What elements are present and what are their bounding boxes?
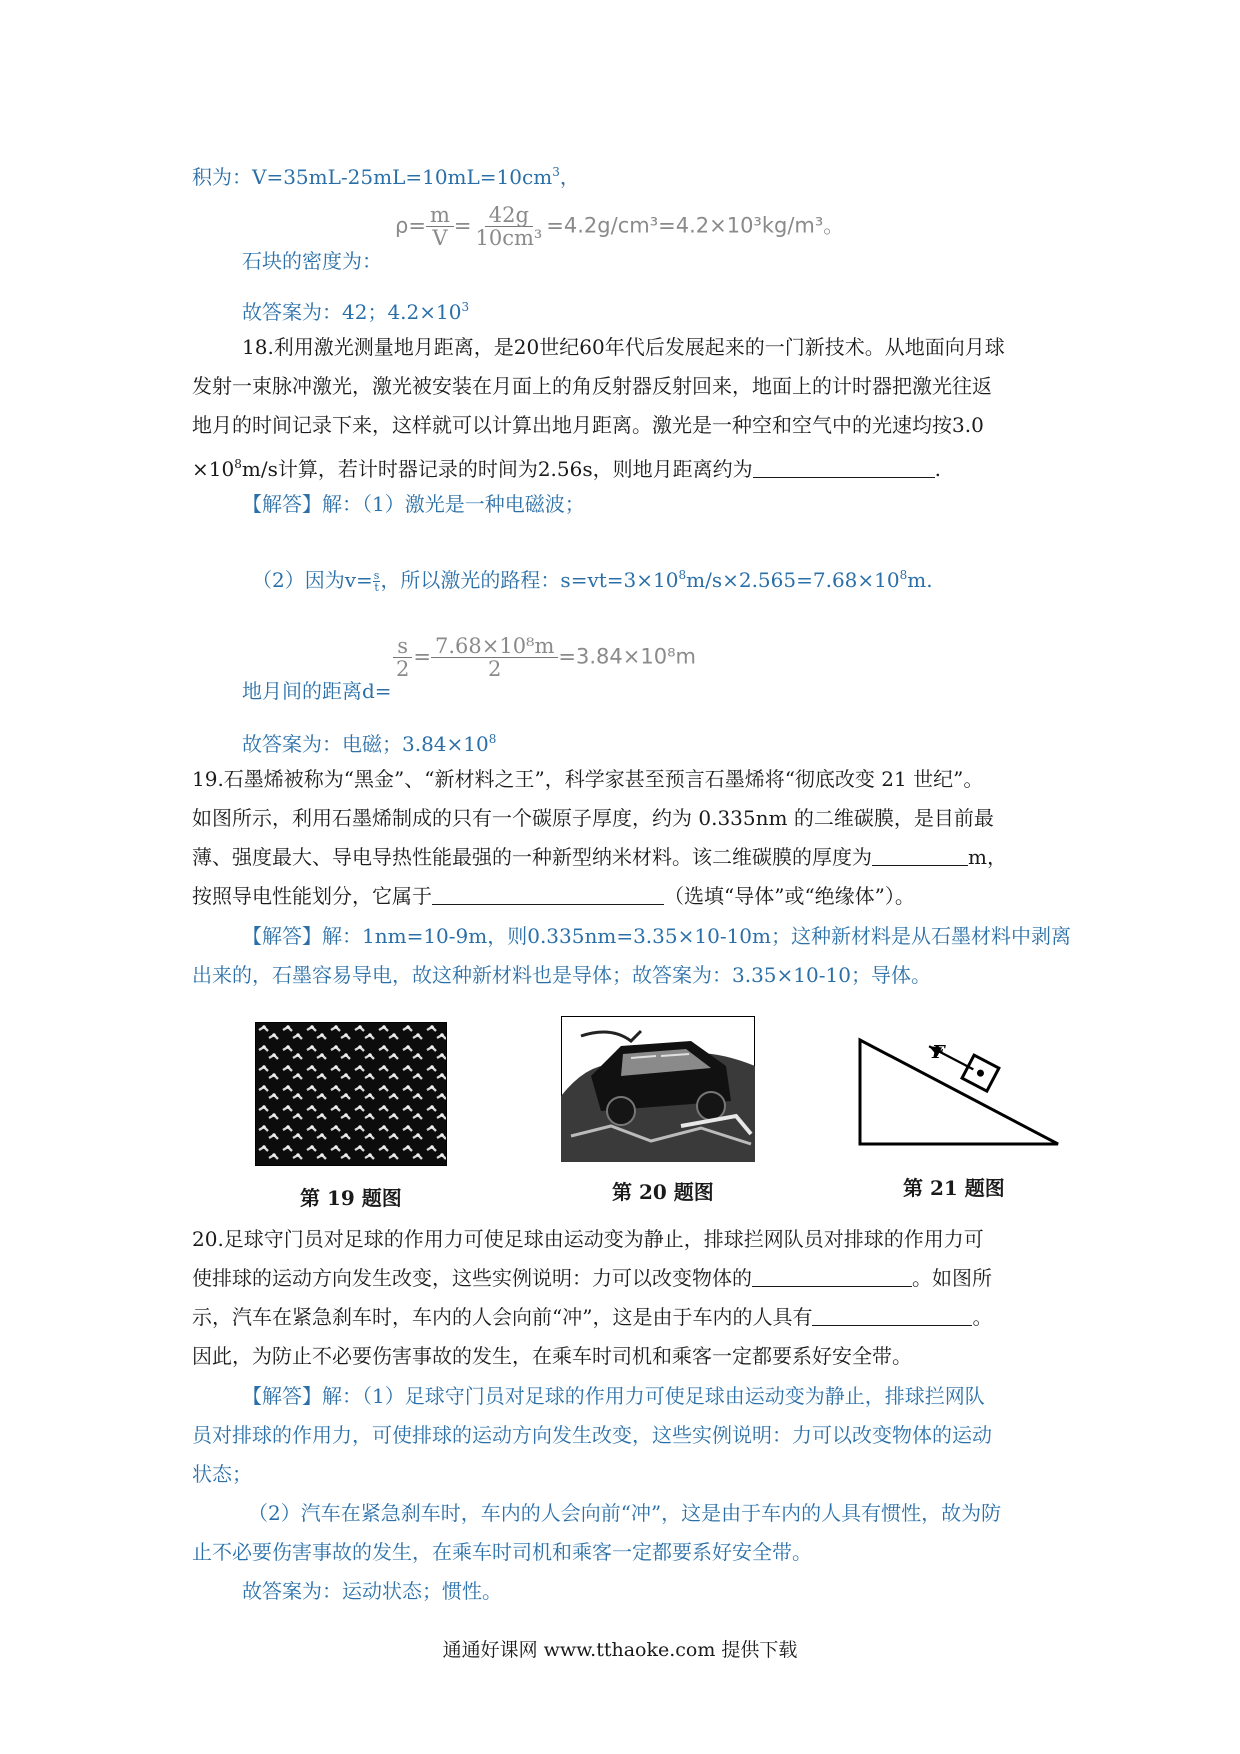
q18-distance-formula: $\frac{s}{2}$ = $\frac{\text{7.68×10⁸m}}{2}$ =3.84×10⁸m xyxy=(392,635,696,680)
incline-diagram xyxy=(850,1030,1068,1154)
q20-motion-blank xyxy=(752,1266,912,1287)
q17-volume-line: 积为：$V=35mL-25mL=10mL=10cm^3$， xyxy=(192,165,580,189)
figure-20-caption: 第 20 题图 xyxy=(612,1180,714,1204)
q18-answer-blank xyxy=(753,457,935,478)
q20-solution-2: 员对排球的作用力，可使排球的运动方向发生改变，这些实例说明：力可以改变物体的运动 xyxy=(192,1423,992,1447)
q19-text-2: 如图所示，利用石墨烯制成的只有一个碳原子厚度，约为 0.335nm 的二维碳膜，是目前最 xyxy=(192,806,994,830)
q18-solution-2: （2）因为v= $\frac{s}{t}$ ，所以激光的路程：$s=vt=3\times 10^8m/s\times 2.565=7.68\times 10^8m$. xyxy=(252,568,933,594)
q20-solution-3: 状态； xyxy=(192,1462,252,1486)
q17-density-label: 石块的密度为： xyxy=(242,249,382,273)
graphene-photo xyxy=(255,1022,447,1166)
q19-text-1: 19.石墨烯被称为“黑金”、“新材料之王”，科学家甚至预言石墨烯将“彻底改变 21 世纪”。 xyxy=(192,767,984,791)
q19-solution-2: 出来的，石墨容易导电，故这种新材料也是导体；故答案为：3.35×10-10；导体。 xyxy=(192,963,931,987)
q19-solution-1: 【解答】解：1nm=10-9m，则0.335nm=3.35×10-10m；这种新材料是从石墨材料中剥离 xyxy=(242,924,1071,948)
q19-text-3: 薄、强度最大、导电导热性能最强的一种新型纳米材料。该二维碳膜的厚度为 m， xyxy=(192,845,1007,869)
q17-answer: 故答案为：42；$4.2\times 10^3$ xyxy=(242,300,470,324)
q20-text-4: 因此，为防止不必要伤害事故的发生，在乘车时司机和乘客一定都要系好安全带。 xyxy=(192,1344,912,1368)
q18-text-2: 发射一束脉冲激光，激光被安装在月面上的角反射器反射回来，地面上的计时器把激光往返 xyxy=(192,374,992,398)
q20-text-1: 20.足球守门员对足球的作用力可使足球由运动变为静止，排球拦网队员对排球的作用力可 xyxy=(192,1227,984,1251)
q19-conductor-blank xyxy=(432,884,664,905)
figure-19-caption: 第 19 题图 xyxy=(300,1186,402,1210)
q18-answer: 故答案为：电磁；$3.84\times 10^8$ xyxy=(242,732,497,756)
q18-distance-label: 地月间的距离d= xyxy=(242,679,392,703)
q20-answer: 故答案为：运动状态；惯性。 xyxy=(242,1579,502,1603)
q19-text-4: 按照导电性能划分，它属于 （选填“导体”或“绝缘体”）。 xyxy=(192,884,915,908)
q20-solution-4: （2）汽车在紧急刹车时，车内的人会向前“冲”，这是由于车内的人具有惯性，故为防 xyxy=(248,1501,1002,1525)
figure-21-caption: 第 21 题图 xyxy=(903,1176,1005,1200)
q18-text-4: $\times 10^8m/s$计算，若计时器记录的时间为2.56s，则地月距离约为 . xyxy=(192,457,941,481)
q19-thickness-blank xyxy=(872,845,968,866)
q18-text-1: 18.利用激光测量地月距离，是20世纪60年代后发展起来的一门新技术。从地面向月球 xyxy=(242,335,1005,359)
q20-inertia-blank xyxy=(812,1305,972,1326)
force-label: F xyxy=(932,1042,945,1063)
q18-solution-1: 【解答】解：（1）激光是一种电磁波； xyxy=(242,492,585,516)
q20-text-2: 使排球的运动方向发生改变，这些实例说明：力可以改变物体的 。如图所 xyxy=(192,1266,992,1290)
q20-text-3: 示，汽车在紧急刹车时，车内的人会向前“冲”，这是由于车内的人具有 。 xyxy=(192,1305,993,1329)
page-footer: 通通好课网 www.tthaoke.com 提供下载 xyxy=(442,1639,798,1661)
car-crash-photo xyxy=(561,1016,755,1162)
q18-text-3: 地月的时间记录下来，这样就可以计算出地月距离。激光是一种空和空气中的光速均按3.0 xyxy=(192,413,984,437)
q20-solution-5: 止不必要伤害事故的发生，在乘车时司机和乘客一定都要系好安全带。 xyxy=(192,1540,812,1564)
q20-solution-1: 【解答】解：（1）足球守门员对足球的作用力可使足球由运动变为静止，排球拦网队 xyxy=(242,1384,985,1408)
q17-density-formula: ρ= $\frac{m}{V}$ = $\frac{42g}{\text{10cm³}}$ =4.2g/cm³=4.2×10³kg/m³。 xyxy=(395,203,845,250)
